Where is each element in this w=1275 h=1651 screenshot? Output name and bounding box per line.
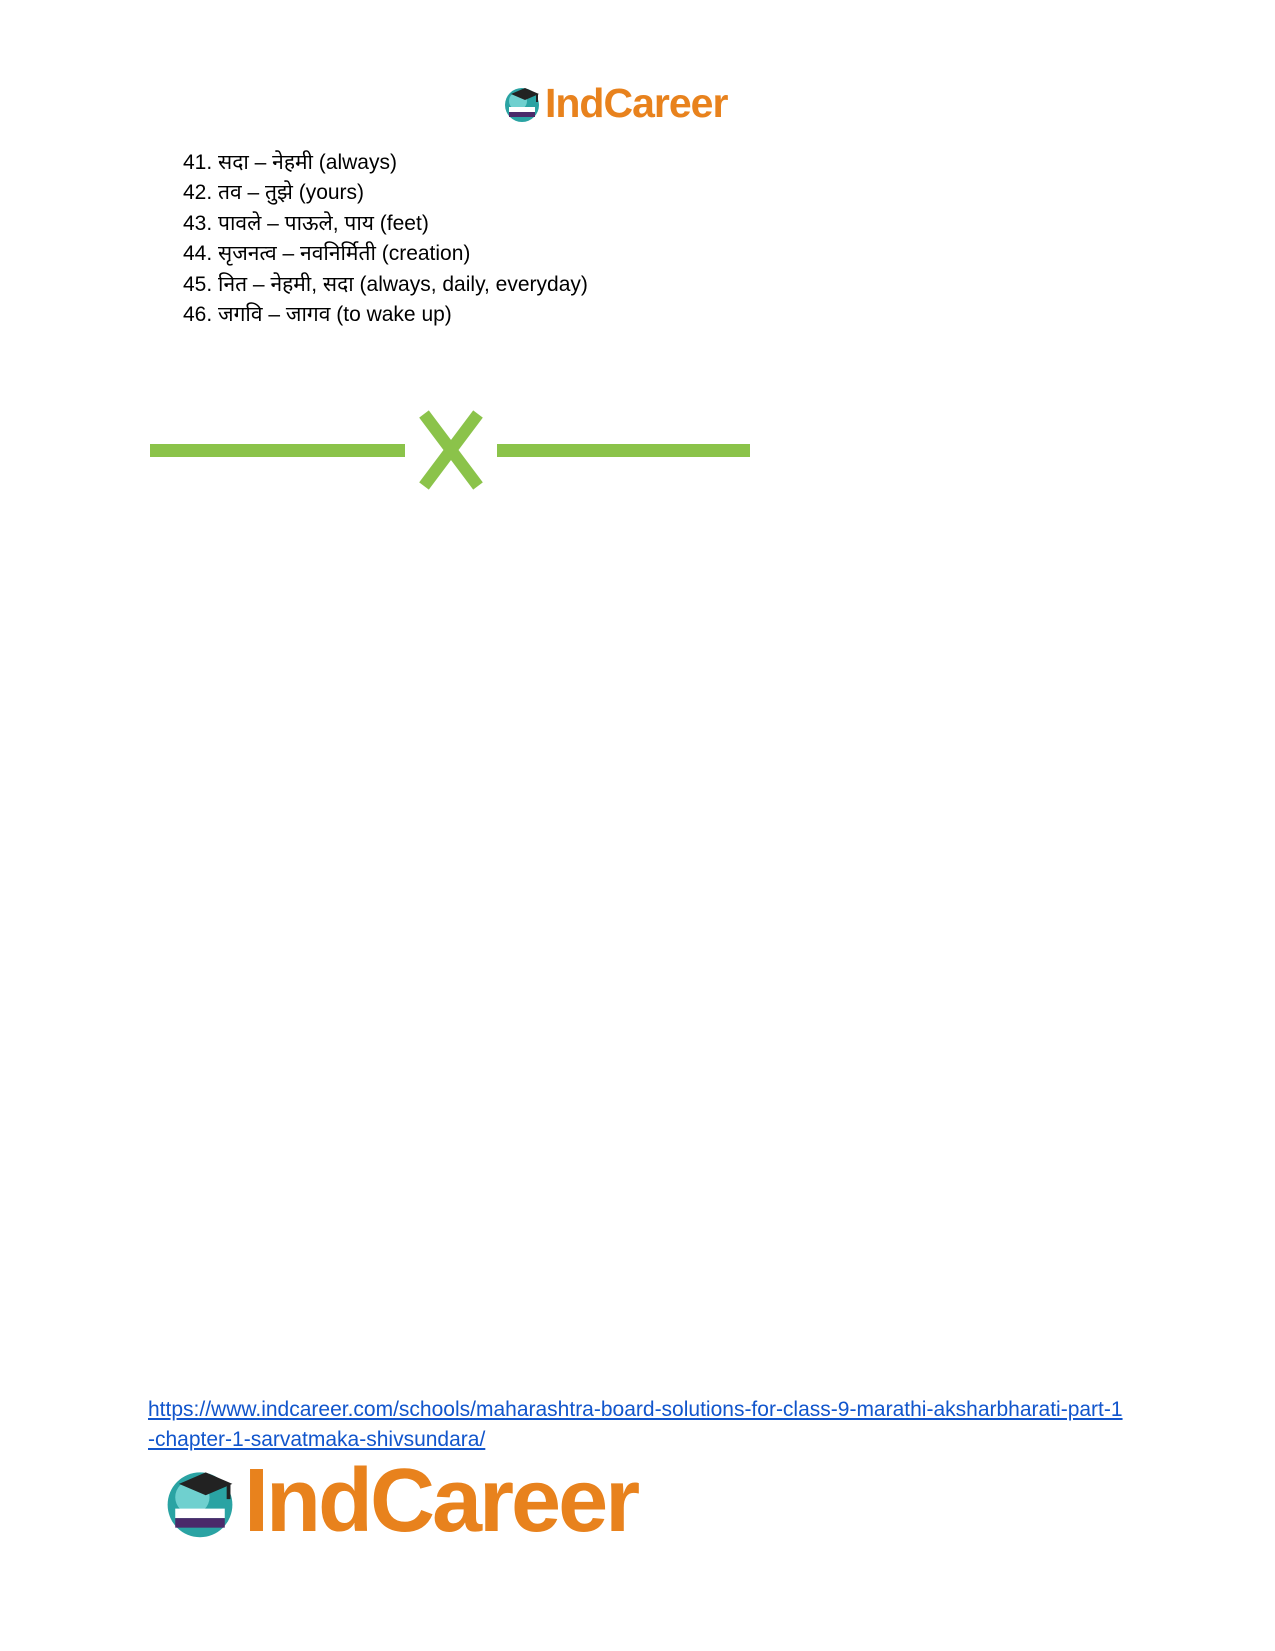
footer-logo xyxy=(160,1451,638,1551)
source-url-link[interactable]: https://www.indcareer.com/schools/maharashtra-board-solutions-for-class-9-marathi-aksharbharati-part-1-chapter-1-sarvatmaka-shivsundara/ xyxy=(148,1398,1123,1451)
word-meaning-list xyxy=(183,148,588,330)
graduation-cap-globe-logo-icon xyxy=(501,82,543,124)
logo-text: IndCareer xyxy=(545,79,728,126)
cross-divider-icon xyxy=(424,414,478,486)
divider-line-right xyxy=(497,444,750,457)
list-item: 42. तव – तुझे (yours) xyxy=(183,181,365,205)
graduation-cap-globe-logo-icon xyxy=(160,1461,240,1541)
list-item: 44. सृजनत्व – नवनिर्मिती (creation) xyxy=(183,242,471,266)
cross-divider xyxy=(150,410,750,490)
logo-text: IndCareer xyxy=(244,1451,638,1551)
divider-line-left xyxy=(150,444,405,457)
list-item: 46. जगवि – जागव (to wake up) xyxy=(183,303,452,327)
list-item: 45. नित – नेहमी, सदा (always, daily, everyday) xyxy=(183,272,588,296)
header-logo xyxy=(501,80,727,126)
list-item: 43. पावले – पाऊले, पाय (feet) xyxy=(183,211,429,235)
list-item: 41. सदा – नेहमी (always) xyxy=(183,151,397,174)
